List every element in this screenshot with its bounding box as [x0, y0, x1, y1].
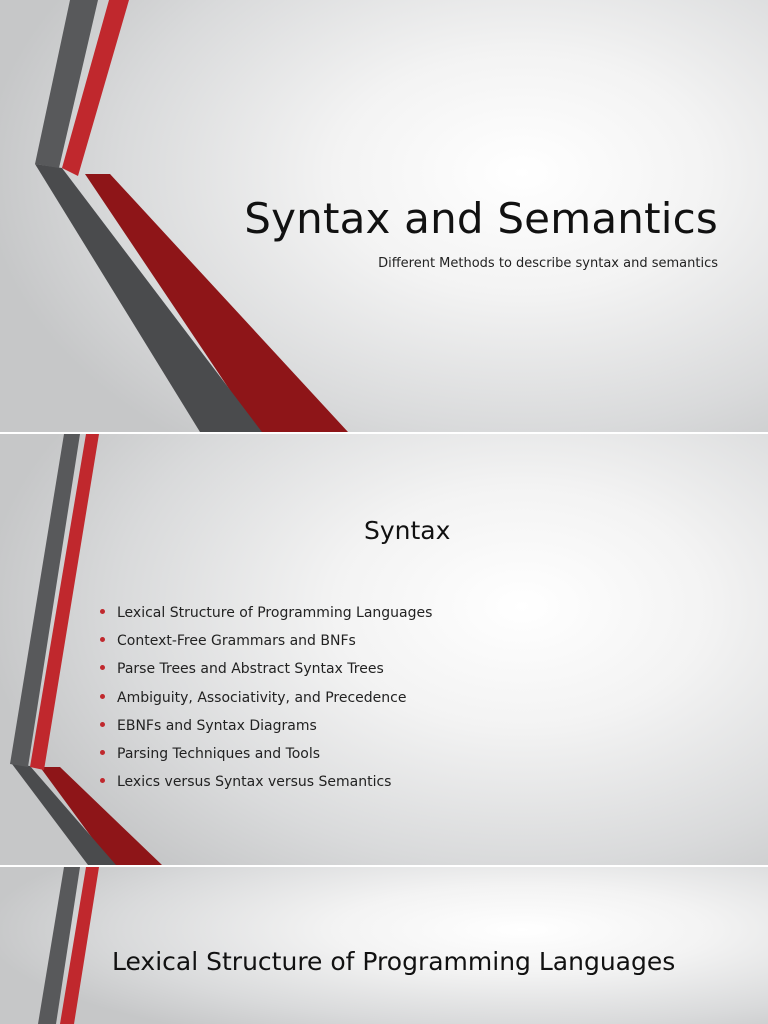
bullet-icon	[100, 694, 105, 699]
bullet-icon	[100, 722, 105, 727]
slide-title: Lexical Structure of Programming Languages	[112, 947, 676, 976]
bullet-list	[100, 602, 432, 799]
slide-subtitle: Different Methods to describe syntax and semantics	[378, 256, 718, 271]
title-slide	[0, 0, 768, 432]
list-item: Context-Free Grammars and BNFs	[100, 630, 432, 658]
bullet-icon	[100, 750, 105, 755]
list-item: Lexics versus Syntax versus Semantics	[100, 771, 432, 799]
slide-title: Syntax and Semantics	[244, 194, 718, 243]
bullet-icon	[100, 609, 105, 614]
decor-gray-shape	[35, 164, 262, 432]
slide-title: Syntax	[364, 516, 451, 545]
list-item: Parsing Techniques and Tools	[100, 743, 432, 771]
list-item: EBNFs and Syntax Diagrams	[100, 715, 432, 743]
lexical-structure-slide	[0, 867, 768, 1024]
bullet-icon	[100, 637, 105, 642]
bullet-icon	[100, 778, 105, 783]
list-item: Ambiguity, Associativity, and Precedence	[100, 687, 432, 715]
bullet-icon	[100, 665, 105, 670]
syntax-slide	[0, 434, 768, 865]
list-item: Lexical Structure of Programming Languages	[100, 602, 432, 630]
slide-decoration	[0, 867, 768, 1024]
list-item: Parse Trees and Abstract Syntax Trees	[100, 658, 432, 686]
